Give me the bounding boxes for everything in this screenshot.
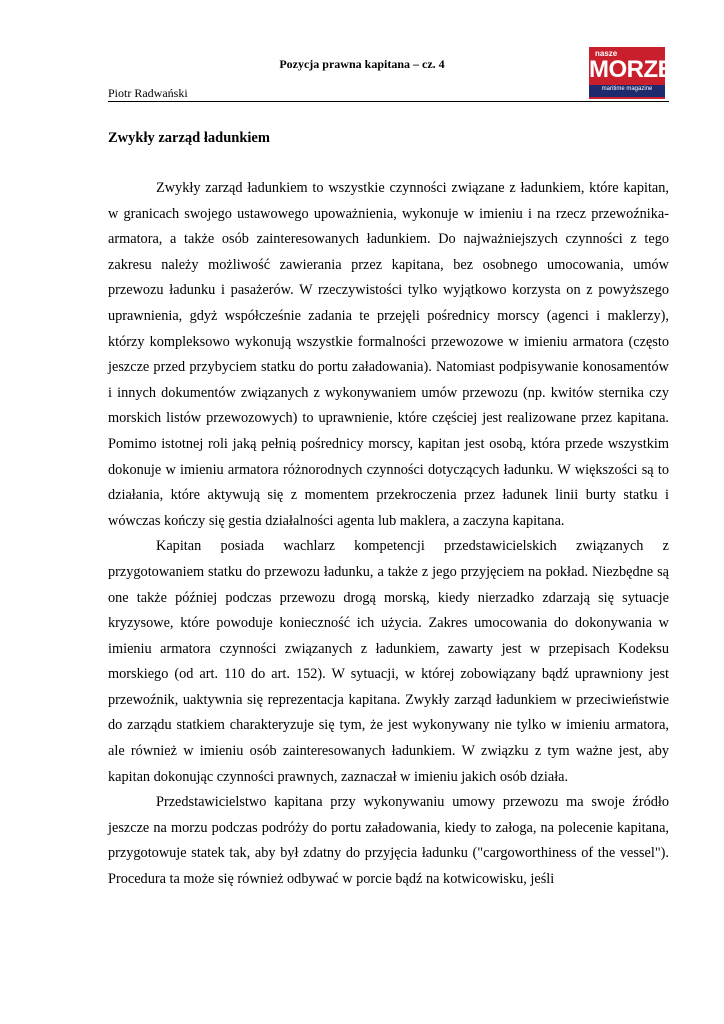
paragraph: Przedstawicielstwo kapitana przy wykonywaniu umowy przewozu ma swoje źródło jeszcze na morzu podczas podróży do portu załadowania, kiedy to załoga, na polecenie kapitana, przygotowuje statek tak, aby był zdatny do przyjęcia ładunku ("cargoworthiness of the vessel"). Procedura ta może się również odbywać w porcie bądź na kotwicowisku, jeśli: [108, 794, 669, 888]
header-divider: [108, 101, 669, 102]
nasze-morze-logo: [589, 47, 674, 99]
logo-subtitle: maritime magazine: [601, 86, 653, 92]
logo-main-text: MORZE: [589, 56, 674, 83]
author-name: Piotr Radwański: [108, 86, 188, 100]
paragraph: Zwykły zarząd ładunkiem to wszystkie czynności związane z ładunkiem, które kapitan, w granicach swojego ustawowego upoważnienia, wykonuje w imieniu i na rzecz przewoźnika-armatora, a także osób zainteresowanych ładunkiem. Do najważniejszych czynności z tego zakresu należy możliwość zawierania przez kapitana, bez osobnego umocowania, umów przewozu ładunku i pasażerów. W rzeczywistości tylko wyjątkowo korzysta on z powyższego uprawnienia, gdyż współcześnie zadania te przejęli pośrednicy morscy (agenci i maklerzy), którzy kompleksowo wykonują wszystkie formalności przewozowe w imieniu armatora (często jeszcze przed przybyciem statku do portu załadowania). Natomiast podpisywanie konosamentów i innych dokumentów związanych z wykonywaniem umów przewozu (np. kwitów sternika czy morskich listów przewozowych) to uprawnienie, które częściej jest realizowane przez kapitana. Pomimo istotnej roli jaką pełnią pośrednicy morscy, kapitan jest osobą, która przede wszystkim dokonuje w imieniu armatora różnorodnych czynności dotyczących ładunku. W większości są to działania, które aktywują się z momentem przekroczenia przez ładunek linii burty statku i wówczas kończy się gestia działalności agenta lub maklera, a zaczyna kapitana.: [108, 180, 669, 529]
logo-top-text: nasze: [595, 49, 618, 58]
running-header-title: Pozycja prawna kapitana – cz. 4: [279, 57, 445, 71]
section-title: Zwykły zarząd ładunkiem: [108, 130, 270, 146]
paragraph: Kapitan posiada wachlarz kompetencji przedstawicielskich związanych z przygotowaniem statku do przewozu ładunku, a także z jego przyjęciem na pokład. Niezbędne są one także później podczas przewozu drogą morską, kiedy nierzadko zdarzają się sytuacje kryzysowe, które powoduje konieczność ich użycia. Zakres umocowania do dokonywania w imieniu armatora czynności związanych z ładunkiem, zawarty jest w przepisach Kodeksu morskiego (od art. 110 do art. 152). W sytuacji, w której zobowiązany bądź uprawniony jest przewoźnik, uaktywnia się reprezentacja kapitana. Zwykły zarząd ładunkiem w przeciwieństwie do zarządu statkiem charakteryzuje się tym, że jest wykonywany nie tylko w imieniu armatora, ale również w imieniu osób zainteresowanych ładunkiem. W związku z tym ważne jest, aby kapitan dokonując czynności prawnych, zaznaczał w imieniu jakich osób działa.: [108, 538, 669, 785]
body-text: [108, 176, 669, 893]
